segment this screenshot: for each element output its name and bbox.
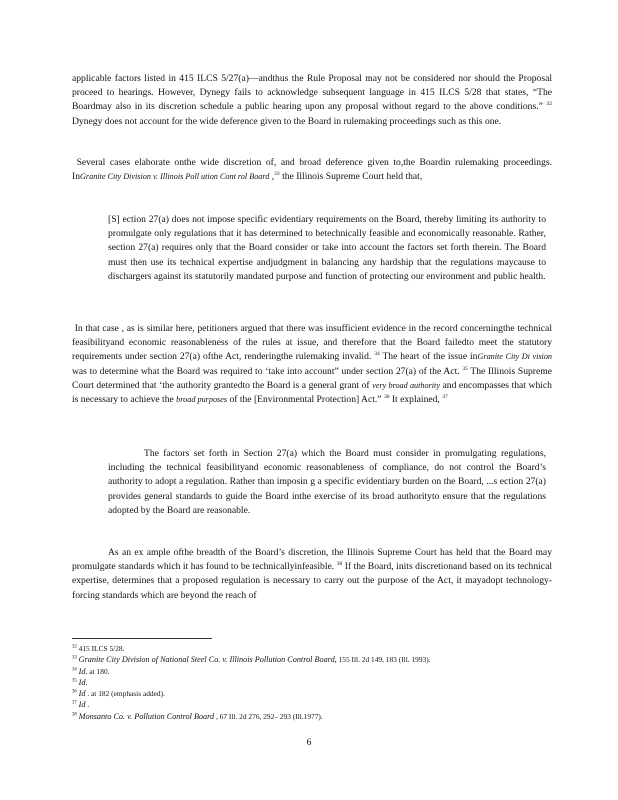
paragraph-4: As an ex ample ofthe breadth of the Board’s discretion, the Illinois Supreme Court has held that the Board may promulgate standards which it has found to be technicallyinfeasible. $^{38}$ If the Board, inits discretionand based on its technical expertise, determines that a proposed regulation is necessary to carry out the purpose of the Act, it mayadopt technology-forcing standards which are beyond the reach of [72,547,552,601]
footnote-36: $^{36}$ Id . at 182 (emphasis added). [72,689,165,699]
block-quote-1: [S] ection 27(a) does not impose specific evidentiary requirements on the Board, thereby limiting its authority to promulgate only regulations that it has determined to betechnically feasible and economically reasonable. Rather, section 27(a) requires only that the Board consider or take into account the factors set forth therein. The Board must then use its technical expertise andjudgment in balancing any hardship that the regulations maycause to dischargers against its statutorily mandated purpose and function of protecting our environment and public health. [108,214,546,282]
footnote-ref-32[interactable]: 32 [546,101,552,108]
footnote-ref-38[interactable]: 38 [336,561,343,568]
block-quote-2: The factors set forth in Section 27(a) which the Board must consider in promulgating regulations, including the technical feasibilityand economic reasonableness of compliance, do not control the Board’s authority to adopt a regulation. Rather than imposin g a specific evidentiary burden on the Board, ...s ection 27(a) provides general standards to guide the Board inthe exercise of its broad authorityto ensure that the regulations adopted by the Board are reasonable. [108,448,546,516]
case-name-granite-city-short: Granite City Di vision [477,352,553,362]
footnote-34: $^{34}$ Id. at 180. [72,666,110,676]
paragraph-1: applicable factors listed in 415 ILCS 5/27(a)—andthus the Rule Proposal may not be considered nor should the Proposal proceed to hearings. However, Dynegy fails to acknowledge subsequent language in 415 ILCS 5/28 that states, “The Boardmay also in its discretion schedule a public hearing upon any proposal without regard to the above conditions.” $^{32}$ Dynegy does not account for the wide deference given to the Board in rulemaking proceedings such as this one. [72,73,552,127]
footnote-ref-34[interactable]: 34 [374,351,380,358]
footnote-33: $^{33}$ Granite City Division of National Steel Co. v. Illinois Pollution Control Board, 155 Ill. 2d 149, 183 (Ill. 1993). [72,655,431,665]
footnote-ref-37[interactable]: 37 [442,393,448,400]
emphasis-broad-purposes: broad purposes [176,395,228,405]
paragraph-3: In that case , as is similar here, petitioners argued that there was insufficient evidence in the record concerningthe technical feasibilityand economic reasonableness of the rules at issue, and therefore that the Board failedto meet the statutory requirements under section 27(a) ofthe Act, renderingthe rulemaking invalid. $^{34}$ The heart of the issue inGranite City Di vision was to determine what the Board was required to ‘take into account” under section 27(a) of the Act. $^{35}$ The Illinois Supreme Court determined that ‘the authority grantedto the Board is a general grant of very broad authority and encompasses that which is necessary to achieve the broad purposes of the [Environmental Protection] Act.” $^{36}$ It explained, $^{37}$ [72,323,553,406]
footnote-38: $^{38}$ Monsanto Co. v. Pollution Control Board , 67 Ill. 2d 276, 292– 293 (Ill.1977). [72,711,323,721]
case-name-granite-city: Granite City Division v. Illinois Poll ution Cont rol Board [80,172,270,182]
emphasis-very-broad-authority: very broad authority [372,380,440,390]
footnote-ref-33[interactable]: 33 [274,171,280,178]
footnote-ref-36[interactable]: 36 [383,393,390,400]
footnotes [72,643,552,722]
footnote-32: $^{32}$ 415 ILCS 5/28. [72,644,125,653]
paragraph-2: Several cases elaborate onthe wide discretion of, and broad deference given to,the Boardin rulemaking proceedings. InGranite City Division v. Illinois Poll ution Cont rol Board ,$^{33}$ the Illinois Supreme Court held that, [72,157,552,183]
footnote-divider [72,638,212,639]
footnote-35: $^{35}$ Id. [72,677,88,687]
page-number: 6 [306,737,312,748]
footnote-37: $^{37}$ Id . [72,700,90,710]
footnote-ref-35[interactable]: 35 [462,365,468,372]
